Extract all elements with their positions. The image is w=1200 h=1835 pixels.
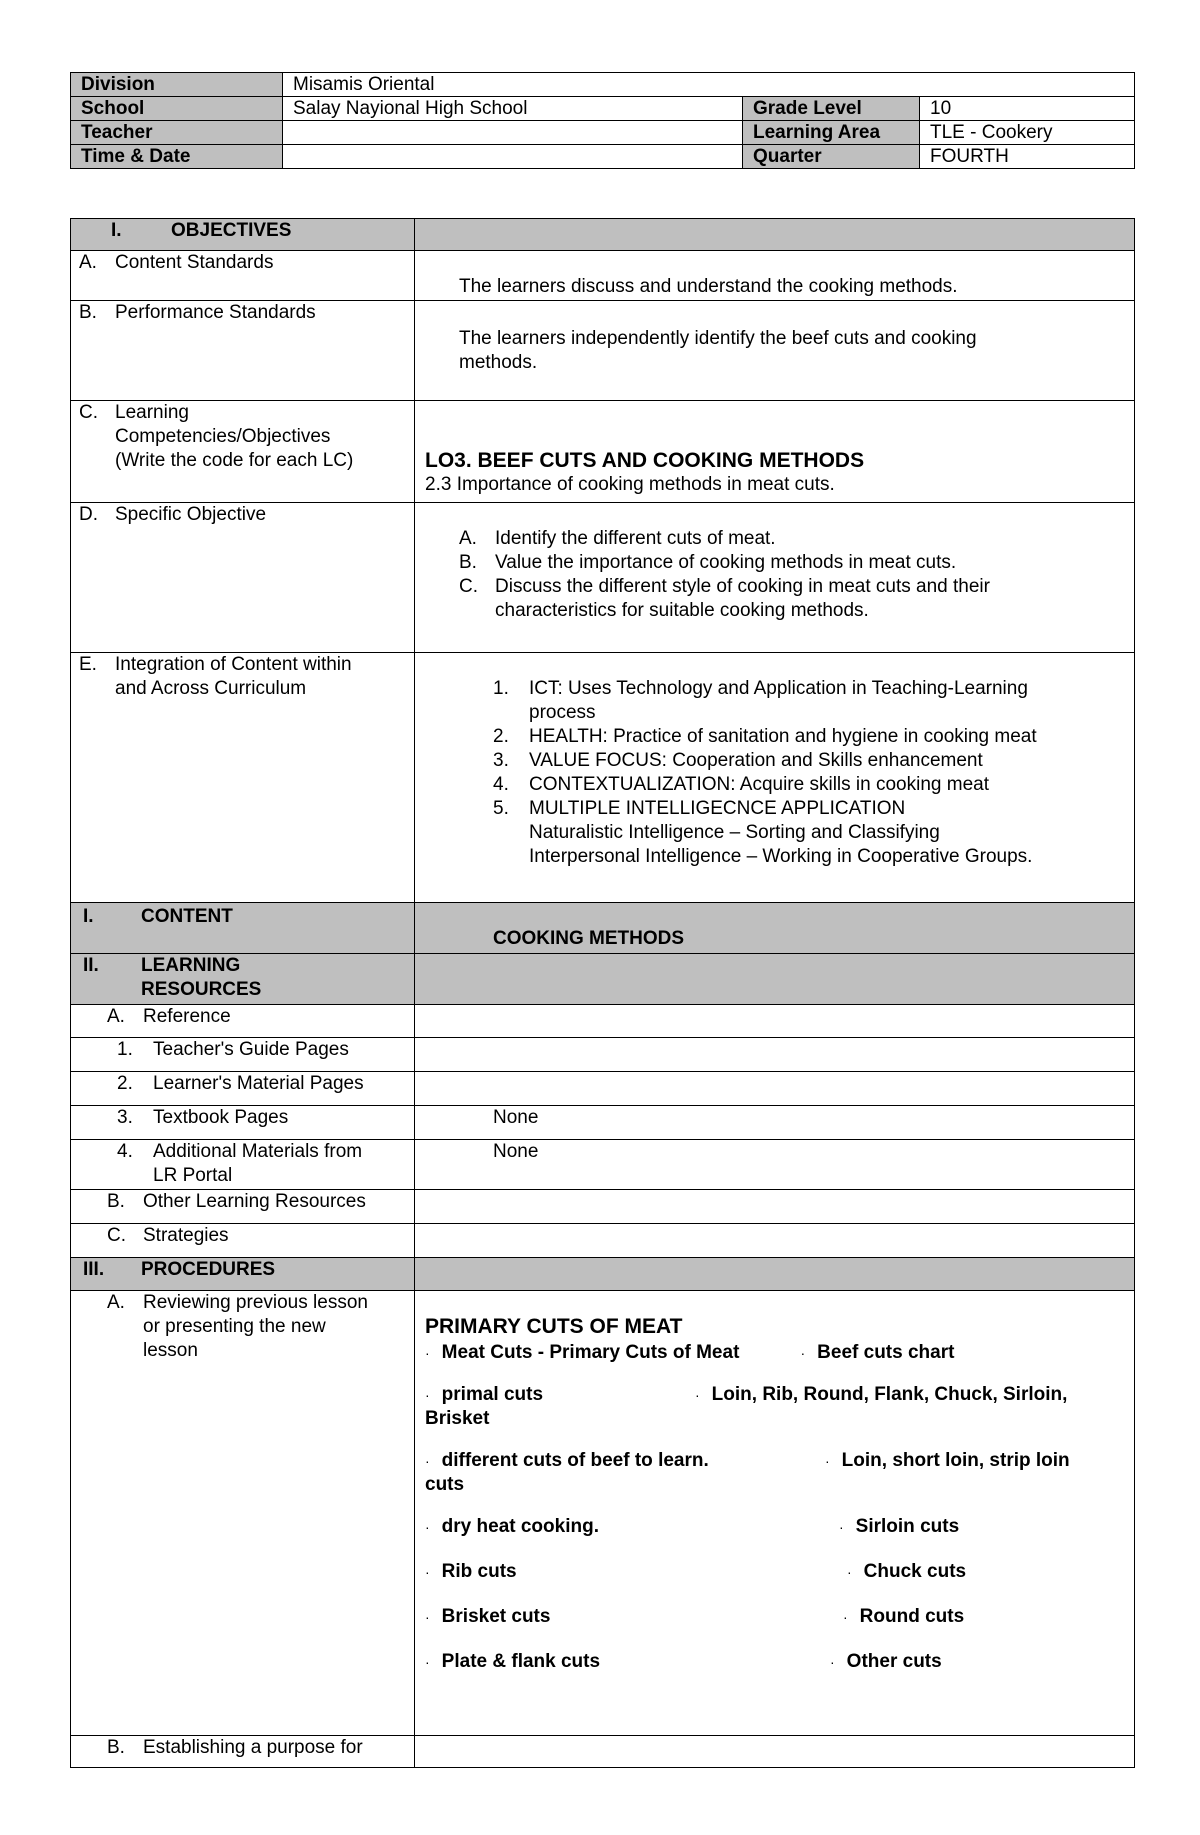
objectives-header-right	[415, 219, 1135, 251]
performance-standards-label	[71, 301, 415, 401]
label-3: lesson	[143, 1340, 198, 1361]
content-standards-label	[71, 251, 415, 301]
label: Content Standards	[115, 252, 274, 273]
textbook-value-text: None	[493, 1107, 539, 1128]
cut-right-cont: cuts	[425, 1474, 465, 1495]
school-label: School	[71, 97, 283, 121]
label: Specific Objective	[115, 504, 267, 525]
cut-right: Loin, short loin, strip loin	[841, 1450, 1070, 1471]
bullet-icon: ·	[425, 1519, 430, 1535]
item-marker: 1.	[493, 678, 509, 699]
additional-materials-value	[415, 1140, 1135, 1190]
label-2: LR Portal	[153, 1165, 233, 1186]
learners-material-label	[71, 1072, 415, 1106]
label-3: (Write the code for each LC)	[115, 450, 354, 471]
specific-objective-label	[71, 503, 415, 653]
bullet-icon: ·	[843, 1609, 848, 1625]
marker: A.	[107, 1006, 125, 1027]
other-resources-label	[71, 1190, 415, 1224]
marker: B.	[107, 1191, 125, 1212]
cuts-row	[425, 1383, 1126, 1431]
marker: A.	[79, 252, 97, 273]
division-label: Division	[71, 73, 283, 97]
item-text: VALUE FOCUS: Cooperation and Skills enhancement	[529, 750, 983, 771]
establishing-purpose-value	[415, 1736, 1135, 1768]
cut-left: Brisket cuts	[441, 1606, 551, 1627]
integration-value	[415, 653, 1135, 903]
cuts-row	[425, 1515, 1126, 1539]
cuts-row	[425, 1449, 1126, 1497]
cut-right-cont: Brisket	[425, 1408, 490, 1429]
label: Performance Standards	[115, 302, 316, 323]
cut-right: Sirloin cuts	[855, 1516, 960, 1537]
competencies-value	[415, 401, 1135, 503]
grade-label: Grade Level	[743, 97, 920, 121]
reference-value	[415, 1005, 1135, 1038]
bullet-icon: ·	[839, 1519, 844, 1535]
bullet-icon: ·	[425, 1387, 430, 1403]
cut-left: dry heat cooking.	[441, 1516, 599, 1537]
label: Reference	[143, 1006, 231, 1027]
cuts-row	[425, 1605, 1126, 1629]
bullet-icon: ·	[830, 1654, 835, 1670]
cut-left: Rib cuts	[441, 1561, 517, 1582]
content-standards-text: The learners discuss and understand the cooking methods.	[459, 276, 958, 297]
bullet-icon: ·	[425, 1609, 430, 1625]
objectives-num: I.	[111, 220, 122, 241]
learners-material-value	[415, 1072, 1135, 1106]
content-num: I.	[83, 906, 94, 927]
teacher-value	[283, 121, 743, 145]
item-marker: A.	[459, 528, 477, 549]
competencies-label	[71, 401, 415, 503]
specific-objective-value	[415, 503, 1135, 653]
cuts-row	[425, 1560, 1126, 1584]
resources-title-2: RESOURCES	[141, 979, 262, 1000]
resources-title-1: LEARNING	[141, 955, 241, 976]
quarter-value: FOURTH	[920, 145, 1135, 169]
item-marker: 5.	[493, 798, 509, 819]
cut-left: different cuts of beef to learn.	[441, 1450, 709, 1471]
marker: 1.	[117, 1039, 133, 1060]
division-value: Misamis Oriental	[283, 73, 1135, 97]
label: Establishing a purpose for	[143, 1737, 363, 1758]
item-marker: 4.	[493, 774, 509, 795]
marker: B.	[107, 1737, 125, 1758]
textbook-label	[71, 1106, 415, 1140]
item-text-cont: process	[529, 702, 596, 723]
area-label: Learning Area	[743, 121, 920, 145]
school-value: Salay Nayional High School	[283, 97, 743, 121]
teachers-guide-label	[71, 1038, 415, 1072]
label: Learner's Material Pages	[153, 1073, 364, 1094]
label-2: Competencies/Objectives	[115, 426, 331, 447]
item-text: ICT: Uses Technology and Application in Teaching-Learning	[529, 678, 1028, 699]
item-text-cont: characteristics for suitable cooking methods.	[495, 600, 869, 621]
label: Teacher's Guide Pages	[153, 1039, 349, 1060]
bullet-icon: ·	[425, 1564, 430, 1580]
label-2: and Across Curriculum	[115, 678, 307, 699]
item-marker: B.	[459, 552, 477, 573]
item-text: MULTIPLE INTELLIGECNCE APPLICATION	[529, 798, 906, 819]
cut-right: Other cuts	[846, 1651, 942, 1672]
performance-text-1: The learners independently identify the beef cuts and cooking	[459, 328, 977, 349]
content-title: CONTENT	[141, 906, 233, 927]
bullet-icon: ·	[425, 1453, 430, 1469]
bullet-icon: ·	[847, 1564, 852, 1580]
item-text-cont: Naturalistic Intelligence – Sorting and Classifying	[529, 822, 940, 843]
item-text: CONTEXTUALIZATION: Acquire skills in cooking meat	[529, 774, 989, 795]
establishing-purpose-label	[71, 1736, 415, 1768]
item-marker: 2.	[493, 726, 509, 747]
item-text: HEALTH: Practice of sanitation and hygiene in cooking meat	[529, 726, 1037, 747]
content-value	[415, 903, 1135, 954]
textbook-value	[415, 1106, 1135, 1140]
label: Textbook Pages	[153, 1107, 289, 1128]
cut-left: primal cuts	[441, 1384, 544, 1405]
integration-label	[71, 653, 415, 903]
objectives-header	[71, 219, 415, 251]
item-marker: 3.	[493, 750, 509, 771]
objective-item	[459, 575, 1126, 623]
marker: C.	[79, 402, 98, 423]
other-resources-value	[415, 1190, 1135, 1224]
cut-right: Beef cuts chart	[817, 1342, 955, 1363]
content-value-text: COOKING METHODS	[493, 928, 685, 949]
procedures-header	[71, 1258, 415, 1291]
primary-cuts-title: PRIMARY CUTS OF MEAT	[425, 1315, 683, 1338]
procedures-title: PROCEDURES	[141, 1259, 276, 1280]
label: Other Learning Resources	[143, 1191, 366, 1212]
procedures-num: III.	[83, 1259, 105, 1280]
cut-right: Round cuts	[859, 1606, 965, 1627]
strategies-label	[71, 1224, 415, 1258]
bullet-icon: ·	[425, 1345, 430, 1361]
label-2: or presenting the new	[143, 1316, 326, 1337]
content-header	[71, 903, 415, 954]
time-value	[283, 145, 743, 169]
item-text: Identify the different cuts of meat.	[495, 528, 776, 549]
cut-left: Meat Cuts - Primary Cuts of Meat	[441, 1342, 740, 1363]
item-text: Discuss the different style of cooking in meat cuts and their	[495, 576, 990, 597]
bullet-icon: ·	[425, 1654, 430, 1670]
performance-standards-value	[415, 301, 1135, 401]
additional-value-text: None	[493, 1141, 539, 1162]
cuts-bullet-list	[425, 1341, 1126, 1674]
strategies-value	[415, 1224, 1135, 1258]
label-1: Reviewing previous lesson	[143, 1292, 368, 1313]
label-1: Learning	[115, 402, 189, 423]
label: Strategies	[143, 1225, 229, 1246]
item-marker: C.	[459, 576, 478, 597]
objectives-title: OBJECTIVES	[171, 220, 292, 241]
integration-item	[493, 749, 1126, 773]
marker: 2.	[117, 1073, 133, 1094]
header-table	[70, 72, 1135, 169]
bullet-icon: ·	[825, 1453, 830, 1469]
resources-header-right	[415, 954, 1135, 1005]
cut-left: Plate & flank cuts	[441, 1651, 601, 1672]
lo3-title: LO3. BEEF CUTS AND COOKING METHODS	[425, 449, 865, 472]
marker: 4.	[117, 1141, 133, 1162]
quarter-label: Quarter	[743, 145, 920, 169]
reviewing-value	[415, 1291, 1135, 1736]
marker: C.	[107, 1225, 126, 1246]
lo3-subtitle: 2.3 Importance of cooking methods in meat cuts.	[425, 474, 835, 495]
marker: 3.	[117, 1107, 133, 1128]
objective-item	[459, 551, 1126, 575]
label-1: Additional Materials from	[153, 1141, 363, 1162]
item-text-cont-2: Interpersonal Intelligence – Working in Cooperative Groups.	[529, 846, 1033, 867]
resources-header	[71, 954, 415, 1005]
integration-item	[493, 725, 1126, 749]
item-text: Value the importance of cooking methods in meat cuts.	[495, 552, 957, 573]
reviewing-label	[71, 1291, 415, 1736]
content-standards-value	[415, 251, 1135, 301]
lesson-plan-table	[70, 218, 1135, 1768]
marker: B.	[79, 302, 97, 323]
teachers-guide-value	[415, 1038, 1135, 1072]
bullet-icon: ·	[800, 1345, 806, 1361]
performance-text-2: methods.	[459, 352, 538, 373]
marker: D.	[79, 504, 98, 525]
reference-label	[71, 1005, 415, 1038]
cuts-row	[425, 1341, 1126, 1365]
cut-right: Chuck cuts	[863, 1561, 967, 1582]
integration-item	[493, 677, 1126, 725]
objective-item	[459, 527, 1126, 551]
marker: E.	[79, 654, 97, 675]
procedures-header-right	[415, 1258, 1135, 1291]
additional-materials-label	[71, 1140, 415, 1190]
resources-num: II.	[83, 955, 99, 976]
integration-item	[493, 773, 1126, 797]
integration-item	[493, 797, 1126, 869]
bullet-icon: ·	[695, 1387, 700, 1403]
marker: A.	[107, 1292, 125, 1313]
cuts-row	[425, 1650, 1126, 1674]
area-value: TLE - Cookery	[920, 121, 1135, 145]
label-1: Integration of Content within	[115, 654, 352, 675]
time-label: Time & Date	[71, 145, 283, 169]
teacher-label: Teacher	[71, 121, 283, 145]
cut-right: Loin, Rib, Round, Flank, Chuck, Sirloin,	[711, 1384, 1068, 1405]
grade-value: 10	[920, 97, 1135, 121]
